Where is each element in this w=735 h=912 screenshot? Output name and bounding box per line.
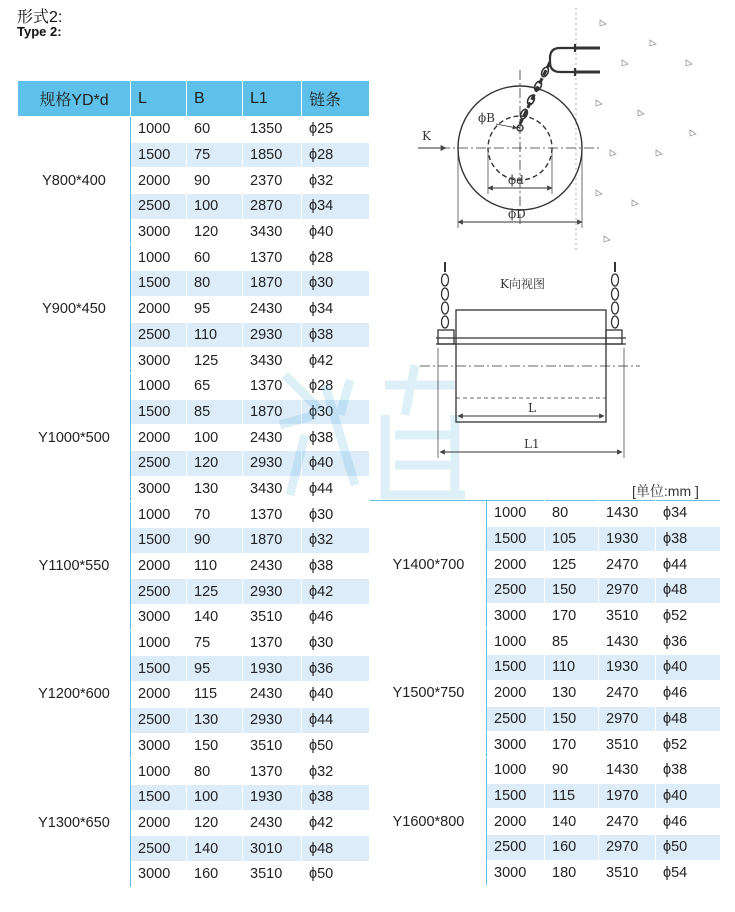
length-cell: 1000 [131, 502, 187, 528]
header-l: L [131, 81, 187, 117]
chain-cell: ϕ50 [302, 861, 370, 887]
length-cell: 1500 [131, 271, 187, 297]
length-cell: 2500 [131, 707, 187, 733]
technical-drawing [400, 0, 730, 470]
chain-cell: ϕ40 [656, 655, 721, 681]
title-english: Type 2: [17, 24, 62, 39]
b-cell: 130 [187, 476, 243, 502]
length-cell: 2500 [131, 450, 187, 476]
chain-cell: ϕ48 [656, 578, 721, 604]
l1-cell: 3510 [599, 860, 656, 886]
l1-cell: 2470 [599, 680, 656, 706]
l1-cell: 2930 [243, 322, 302, 348]
l1-cell: 3430 [243, 348, 302, 374]
l1-cell: 3510 [243, 605, 302, 631]
drum-side-view [418, 70, 600, 228]
l1-cell: 1430 [599, 501, 656, 527]
header-model: 规格YD*d [18, 81, 131, 117]
chain-cell: ϕ40 [302, 682, 370, 708]
model-cell: Y1100*550 [18, 502, 131, 630]
wall-hatch [576, 8, 696, 250]
b-cell: 125 [545, 552, 599, 578]
chain-cell: ϕ32 [302, 168, 370, 194]
u-bolt [550, 44, 600, 76]
length-cell: 1500 [487, 655, 545, 681]
phi-b-label: ϕB [478, 111, 495, 125]
model-cell: Y1000*500 [18, 373, 131, 501]
b-cell: 125 [187, 348, 243, 374]
model-cell: Y900*450 [18, 245, 131, 373]
length-cell: 2000 [131, 425, 187, 451]
chain-cell: ϕ36 [302, 656, 370, 682]
table-row [371, 757, 721, 783]
l1-cell: 3430 [243, 476, 302, 502]
length-cell: 1500 [487, 783, 545, 809]
chain-cell: ϕ44 [302, 476, 370, 502]
title-chinese: 形式2: [17, 9, 63, 26]
b-cell: 180 [545, 860, 599, 886]
l1-cell: 2470 [599, 809, 656, 835]
length-cell: 3000 [131, 348, 187, 374]
table-row [18, 630, 370, 656]
chain-cell: ϕ44 [656, 552, 721, 578]
l1-cell: 2430 [243, 296, 302, 322]
l-dim-label: L [528, 401, 536, 415]
length-cell: 1000 [131, 373, 187, 399]
length-cell: 3000 [131, 733, 187, 759]
drum-k-view [420, 262, 640, 458]
length-cell: 1500 [131, 399, 187, 425]
phi-d-large-label: ϕD [508, 207, 526, 221]
l1-cell: 1370 [243, 373, 302, 399]
l1-cell: 1930 [599, 655, 656, 681]
chain-cell: ϕ34 [656, 501, 721, 527]
model-cell: Y1300*650 [18, 759, 131, 887]
length-cell: 3000 [131, 605, 187, 631]
chain-cell: ϕ28 [302, 142, 370, 168]
length-cell: 3000 [487, 860, 545, 886]
table-row [18, 117, 370, 143]
chain-cell: ϕ28 [302, 245, 370, 271]
chain-cell: ϕ38 [656, 757, 721, 783]
chain-cell: ϕ38 [302, 784, 370, 810]
chain-cell: ϕ40 [302, 450, 370, 476]
l1-cell: 3510 [599, 603, 656, 629]
chain-cell: ϕ38 [302, 553, 370, 579]
l1-cell: 1350 [243, 117, 302, 143]
b-cell: 110 [187, 553, 243, 579]
b-cell: 85 [545, 629, 599, 655]
l1-cell: 3510 [599, 732, 656, 758]
b-cell: 120 [187, 810, 243, 836]
b-cell: 150 [187, 733, 243, 759]
l1-cell: 2930 [243, 579, 302, 605]
b-cell: 130 [187, 707, 243, 733]
chain-cell: ϕ40 [302, 219, 370, 245]
chain-cell: ϕ38 [302, 425, 370, 451]
b-cell: 80 [187, 759, 243, 785]
b-cell: 90 [545, 757, 599, 783]
chain-cell: ϕ42 [302, 579, 370, 605]
chain-cell: ϕ50 [656, 834, 721, 860]
chain-cell: ϕ28 [302, 373, 370, 399]
l1-cell: 1870 [243, 399, 302, 425]
b-cell: 70 [187, 502, 243, 528]
length-cell: 3000 [487, 603, 545, 629]
chain-cell: ϕ46 [302, 605, 370, 631]
length-cell: 2500 [131, 579, 187, 605]
l1-cell: 1930 [243, 784, 302, 810]
header-l1: L1 [243, 81, 302, 117]
model-cell: Y1500*750 [371, 629, 487, 757]
length-cell: 3000 [487, 732, 545, 758]
b-cell: 160 [187, 861, 243, 887]
l1-cell: 2470 [599, 552, 656, 578]
chain-cell: ϕ25 [302, 117, 370, 143]
chain-cell: ϕ36 [656, 629, 721, 655]
model-cell: Y1400*700 [371, 501, 487, 629]
table-row [18, 245, 370, 271]
length-cell: 2500 [131, 194, 187, 220]
b-cell: 115 [187, 682, 243, 708]
b-cell: 125 [187, 579, 243, 605]
chain-cell: ϕ30 [302, 271, 370, 297]
l1-cell: 2370 [243, 168, 302, 194]
chain-cell: ϕ54 [656, 860, 721, 886]
l1-cell: 1370 [243, 502, 302, 528]
b-cell: 160 [545, 834, 599, 860]
l1-cell: 2870 [243, 194, 302, 220]
l1-cell: 2430 [243, 682, 302, 708]
b-cell: 100 [187, 784, 243, 810]
model-cell: Y1600*800 [371, 757, 487, 885]
k-arrow-label: K [422, 129, 431, 143]
chain-cell: ϕ48 [656, 706, 721, 732]
chain-cell: ϕ32 [302, 528, 370, 554]
length-cell: 3000 [131, 219, 187, 245]
b-cell: 95 [187, 296, 243, 322]
length-cell: 3000 [131, 476, 187, 502]
b-cell: 85 [187, 399, 243, 425]
chain-cell: ϕ52 [656, 732, 721, 758]
l1-cell: 1850 [243, 142, 302, 168]
l1-cell: 3010 [243, 836, 302, 862]
length-cell: 1500 [487, 526, 545, 552]
length-cell: 1500 [131, 528, 187, 554]
length-cell: 1500 [131, 656, 187, 682]
chain-cell: ϕ46 [656, 809, 721, 835]
l1-cell: 3430 [243, 219, 302, 245]
chain-cell: ϕ42 [302, 348, 370, 374]
table-row [18, 759, 370, 785]
chain-cell: ϕ46 [656, 680, 721, 706]
l1-cell: 2430 [243, 553, 302, 579]
length-cell: 2500 [487, 706, 545, 732]
length-cell: 2500 [131, 322, 187, 348]
chain-cell: ϕ34 [302, 296, 370, 322]
length-cell: 2000 [131, 810, 187, 836]
header-b: B [187, 81, 243, 117]
b-cell: 170 [545, 603, 599, 629]
chain-cell: ϕ42 [302, 810, 370, 836]
b-cell: 75 [187, 630, 243, 656]
l1-cell: 1430 [599, 629, 656, 655]
length-cell: 2500 [131, 836, 187, 862]
length-cell: 2000 [131, 168, 187, 194]
length-cell: 2000 [487, 680, 545, 706]
l1-cell: 1930 [599, 526, 656, 552]
l1-cell: 1370 [243, 245, 302, 271]
length-cell: 1000 [131, 630, 187, 656]
b-cell: 130 [545, 680, 599, 706]
length-cell: 1000 [487, 629, 545, 655]
l1-cell: 2930 [243, 707, 302, 733]
chain-cell: ϕ32 [302, 759, 370, 785]
l1-cell: 1370 [243, 759, 302, 785]
b-cell: 110 [187, 322, 243, 348]
chain-cell: ϕ48 [302, 836, 370, 862]
l1-cell: 1870 [243, 271, 302, 297]
k-view-title: K向视图 [500, 277, 545, 291]
b-cell: 90 [187, 168, 243, 194]
length-cell: 2000 [487, 552, 545, 578]
chain-cell: ϕ34 [302, 194, 370, 220]
b-cell: 65 [187, 373, 243, 399]
b-cell: 80 [187, 271, 243, 297]
l1-cell: 2430 [243, 425, 302, 451]
l1-cell: 1930 [243, 656, 302, 682]
table-header-row [18, 81, 370, 117]
length-cell: 2000 [131, 296, 187, 322]
b-cell: 140 [545, 809, 599, 835]
b-cell: 115 [545, 783, 599, 809]
chain-cell: ϕ44 [302, 707, 370, 733]
b-cell: 150 [545, 706, 599, 732]
l1-cell: 1370 [243, 630, 302, 656]
unit-label: [单位:mm ] [632, 483, 699, 499]
l1-cell: 2930 [243, 450, 302, 476]
l1-dim-label: L1 [524, 437, 540, 451]
chain-cell: ϕ30 [302, 630, 370, 656]
table-row [371, 629, 721, 655]
l1-cell: 2430 [243, 810, 302, 836]
chain-cell: ϕ52 [656, 603, 721, 629]
model-cell: Y1200*600 [18, 630, 131, 758]
chain-top-view [518, 62, 550, 128]
phi-d-small-label: ϕd [508, 173, 524, 187]
l1-cell: 3510 [243, 733, 302, 759]
chain-cell: ϕ38 [302, 322, 370, 348]
b-cell: 90 [187, 528, 243, 554]
model-cell: Y800*400 [18, 117, 131, 245]
b-cell: 140 [187, 836, 243, 862]
length-cell: 2500 [487, 834, 545, 860]
length-cell: 1500 [131, 784, 187, 810]
b-cell: 95 [187, 656, 243, 682]
b-cell: 105 [545, 526, 599, 552]
l1-cell: 1430 [599, 757, 656, 783]
l1-cell: 2970 [599, 578, 656, 604]
chain-cell: ϕ30 [302, 502, 370, 528]
l1-cell: 1970 [599, 783, 656, 809]
l1-cell: 2970 [599, 706, 656, 732]
length-cell: 1000 [487, 501, 545, 527]
length-cell: 1000 [131, 759, 187, 785]
length-cell: 1000 [131, 245, 187, 271]
length-cell: 3000 [131, 861, 187, 887]
chain-cell: ϕ50 [302, 733, 370, 759]
b-cell: 110 [545, 655, 599, 681]
length-cell: 1000 [487, 757, 545, 783]
b-cell: 150 [545, 578, 599, 604]
b-cell: 170 [545, 732, 599, 758]
b-cell: 100 [187, 194, 243, 220]
b-cell: 60 [187, 117, 243, 143]
b-cell: 120 [187, 450, 243, 476]
b-cell: 120 [187, 219, 243, 245]
length-cell: 2000 [131, 682, 187, 708]
b-cell: 100 [187, 425, 243, 451]
chain-cell: ϕ38 [656, 526, 721, 552]
spec-table-right [370, 500, 721, 886]
chain-cell: ϕ40 [656, 783, 721, 809]
length-cell: 1500 [131, 142, 187, 168]
length-cell: 2500 [487, 578, 545, 604]
l1-cell: 2970 [599, 834, 656, 860]
l1-cell: 3510 [243, 861, 302, 887]
length-cell: 2000 [131, 553, 187, 579]
length-cell: 1000 [131, 117, 187, 143]
b-cell: 60 [187, 245, 243, 271]
b-cell: 80 [545, 501, 599, 527]
b-cell: 140 [187, 605, 243, 631]
length-cell: 2000 [487, 809, 545, 835]
chain-cell: ϕ30 [302, 399, 370, 425]
header-chain: 链条 [302, 81, 370, 117]
b-cell: 75 [187, 142, 243, 168]
l1-cell: 1870 [243, 528, 302, 554]
